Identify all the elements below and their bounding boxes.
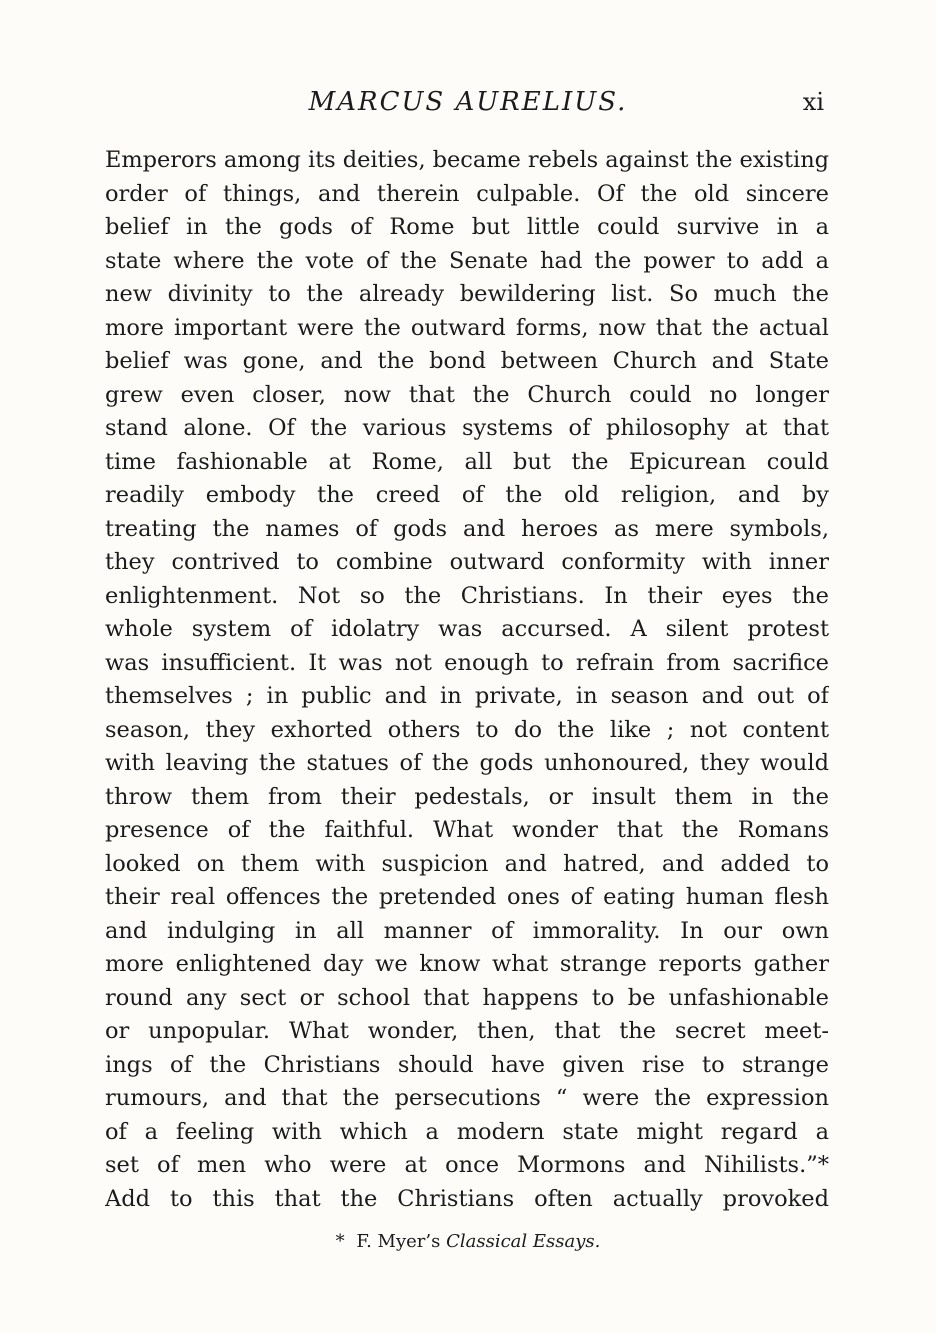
text-line: rumours, and that the persecutions “ were the expression [105,1085,829,1111]
text-line: or unpopular. What wonder, then, that the secret meet- [105,1018,829,1044]
text-line: stand alone. Of the various systems of philosophy at that [105,415,829,441]
text-line: of a feeling with which a modern state might regard a [105,1118,829,1145]
text-line: and indulging in all manner of immorality. In our own [105,917,829,944]
text-line: grew even closer, now that the Church could no longer [105,381,829,408]
text-line: was insufficient. It was not enough to refrain from sacrifice [105,649,829,676]
text-line: season, they exhorted others to do the like ; not content [105,716,829,743]
text-line: order of things, and therein culpable. Of the old sincere [105,180,829,207]
text-line: whole system of idolatry was accursed. A silent protest [105,616,829,642]
text-line: themselves ; in public and in private, in season and out of [105,683,829,709]
text-line: set of men who were at once Mormons and Nihilists.”* [105,1152,829,1178]
text-line: new divinity to the already bewildering list. So much the [105,281,829,307]
footnote [0,1227,936,1257]
text-line: Add to this that the Christians often actually provoked [105,1185,829,1212]
text-line: ings of the Christians should have given rise to strange [105,1051,829,1078]
text-line: they contrived to combine outward conformity with inner [105,549,829,575]
text-line: presence of the faithful. What wonder that the Romans [105,817,829,843]
running-title: MARCUS AURELIUS. [308,87,628,117]
text-line: with leaving the statues of the gods unhonoured, they would [105,750,829,776]
text-line: round any sect or school that happens to be unfashionable [105,984,829,1011]
text-line: time fashionable at Rome, all but the Epicurean could [105,448,829,475]
footnote-work-title: Classical Essays. [446,1231,601,1252]
text-line: readily embody the creed of the old religion, and by [105,482,829,508]
text-line: belief in the gods of Rome but little could survive in a [105,214,829,240]
footnote-marker: * [335,1231,345,1252]
text-line: state where the vote of the Senate had the power to add a [105,247,829,274]
text-line: more enlightened day we know what strange reports gather [105,951,829,977]
running-head [0,82,936,122]
text-line: looked on them with suspicion and hatred, and added to [105,850,829,877]
page-number: xi [802,88,824,116]
text-line: their real offences the pretended ones of eating human flesh [105,884,829,910]
text-line: more important were the outward forms, now that the actual [105,314,829,341]
footnote-author: F. Myer’s [356,1231,441,1252]
body-text [105,144,829,1216]
text-line: Emperors among its deities, became rebels against the existing [105,147,829,173]
text-line: treating the names of gods and heroes as mere symbols, [105,515,829,542]
text-line: enlightenment. Not so the Christians. In their eyes the [105,582,829,609]
text-line: belief was gone, and the bond between Church and State [105,348,829,374]
text-line: throw them from their pedestals, or insult them in the [105,783,829,810]
